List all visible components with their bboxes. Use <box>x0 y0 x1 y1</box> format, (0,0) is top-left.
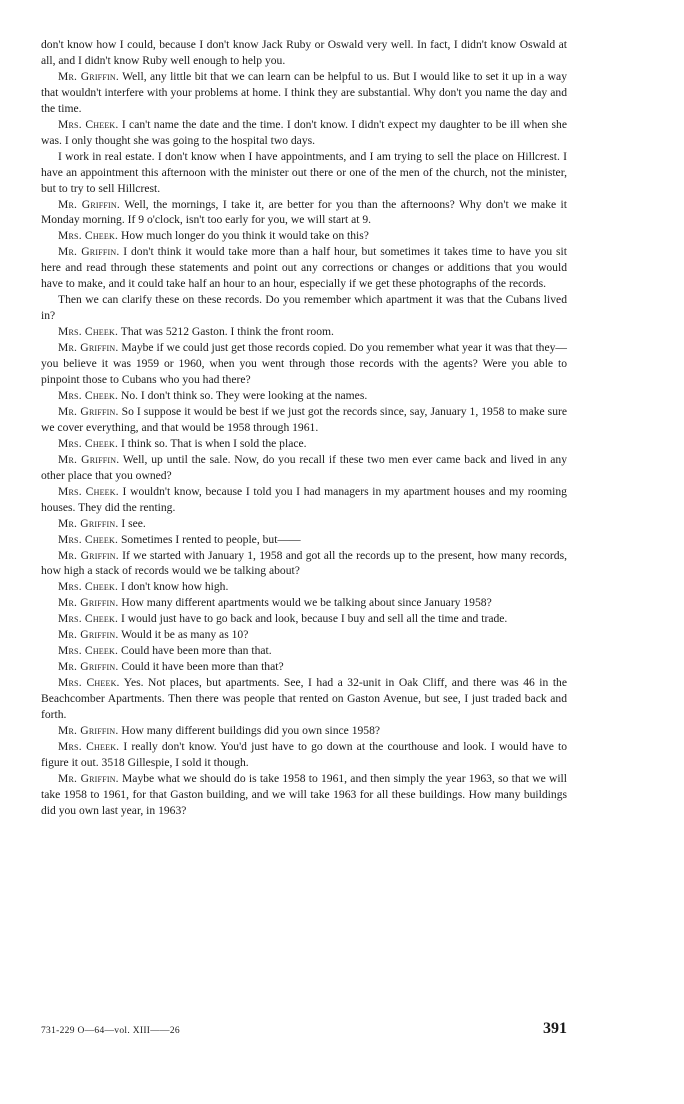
paragraph-text: Maybe what we should do is take 1958 to 1961, and then simply the year 1963, so that we will take 1958 to 1961, for that Gaston building, and we will take 1963 for all these buildings. How many buildings did you own last year, in 1963? <box>41 771 568 817</box>
paragraph-text: I don't think it would take more than a half hour, but sometimes it takes time to have you sit here and read through these statements and point out any corrections or changes or additions that you would have to make, and it could take half an hour to an hour, especially if we get these photographs of the records. <box>41 245 567 291</box>
paragraph-text: That was 5212 Gaston. I think the front room. <box>118 325 334 339</box>
speaker-name: Mr. Griffin. <box>58 245 120 259</box>
paragraph <box>41 324 567 340</box>
speaker-name: Mr. Griffin. <box>58 197 120 211</box>
paragraph-text: Could have been more than that. <box>118 644 272 658</box>
speaker-name: Mr. Griffin. <box>58 548 119 562</box>
speaker-name: Mr. Griffin. <box>58 660 119 674</box>
paragraph-text: Well, the mornings, I take it, are better for you than the afternoons? Why don't we make it Monday morning. If 9 o'clock, isn't too early for you, we will start at 9. <box>41 197 568 227</box>
paragraph <box>41 579 567 595</box>
paragraph-text: Would it be as many as 10? <box>118 628 249 642</box>
paragraph-text: I don't know how high. <box>118 580 229 594</box>
paragraph-text: I would just have to go back and look, because I buy and sell all the time and trade. <box>118 612 508 626</box>
paragraph-text: I can't name the date and the time. I don't know. I didn't expect my daughter to be ill when she was. I only thought she was going to the hospital two days. <box>41 117 567 147</box>
paragraph-text: How many different buildings did you own since 1958? <box>118 723 381 737</box>
speaker-name: Mrs. Cheek. <box>58 612 119 626</box>
paragraph-text: Maybe if we could just get those records copied. Do you remember what year it was that they—you believe it was 1959 or 1960, when you went through those records with the agents? Were you able to pinpoint those to Cubans who you had there? <box>41 341 568 387</box>
paragraph <box>41 292 567 324</box>
paragraph-text: No. I don't think so. They were looking at the names. <box>118 388 368 402</box>
speaker-name: Mrs. Cheek. <box>58 644 119 658</box>
speaker-name: Mr. Griffin. <box>58 771 119 785</box>
speaker-name: Mr. Griffin. <box>58 516 119 530</box>
speaker-name: Mrs. Cheek. <box>58 325 119 339</box>
paragraph-text: If we started with January 1, 1958 and got all the records up to the present, how many records, how high a stack of records would we be talking about? <box>41 548 567 578</box>
paragraph <box>41 675 567 723</box>
speaker-name: Mr. Griffin. <box>58 69 119 83</box>
paragraph-text: How many different apartments would we be talking about since January 1958? <box>118 596 492 610</box>
speaker-name: Mrs. Cheek. <box>58 388 119 402</box>
paragraph-text: I see. <box>118 516 146 530</box>
paragraph-text: Then we can clarify these on these records. Do you remember which apartment it was that the Cubans lived in? <box>41 293 567 323</box>
speaker-name: Mrs. Cheek. <box>58 739 120 753</box>
paragraph-text: Could it have been more than that? <box>118 660 284 674</box>
paragraph <box>41 516 567 532</box>
paragraph <box>41 228 567 244</box>
speaker-name: Mr. Griffin. <box>58 452 120 466</box>
paragraph <box>41 149 567 197</box>
paragraph <box>41 643 567 659</box>
paragraph-text: Sometimes I rented to people, but—— <box>118 532 301 546</box>
paragraph-text: I think so. That is when I sold the place. <box>118 436 307 450</box>
speaker-name: Mrs. Cheek. <box>58 436 119 450</box>
paragraph-text: don't know how I could, because I don't know Jack Ruby or Oswald very well. In fact, I didn't know Oswald at all, and I didn't know Ruby well enough to help you. <box>41 38 567 67</box>
paragraph <box>41 771 567 819</box>
paragraph-text: Well, any little bit that we can learn can be helpful to us. But I would like to set it up in a way that wouldn't interfere with your problems at home. I think they are substantial. Why don't you name the day and the time. <box>41 69 567 115</box>
speaker-name: Mrs. Cheek. <box>58 676 120 690</box>
speaker-name: Mrs. Cheek. <box>58 580 119 594</box>
paragraph <box>41 548 567 580</box>
speaker-name: Mr. Griffin. <box>58 596 119 610</box>
paragraph <box>41 404 567 436</box>
paragraph <box>41 723 567 739</box>
paragraph-text: So I suppose it would be best if we just got the records since, say, January 1, 1958 to make sure we cover everything, and that would be 1958 through 1961. <box>41 404 567 434</box>
page-number: 391 <box>543 1020 567 1037</box>
paragraph-text: I really don't know. You'd just have to go down at the courthouse and look. I would have to figure it out. 3518 Gillespie, I sold it though. <box>41 739 567 769</box>
paragraph <box>41 37 567 69</box>
speaker-name: Mr. Griffin. <box>58 723 119 737</box>
paragraph <box>41 595 567 611</box>
paragraph-text: How much longer do you think it would take on this? <box>118 229 369 243</box>
paragraph <box>41 436 567 452</box>
paragraph <box>41 69 567 117</box>
paragraph <box>41 739 567 771</box>
paragraph <box>41 659 567 675</box>
paragraph <box>41 452 567 484</box>
testimony-text <box>41 37 567 819</box>
paragraph <box>41 388 567 404</box>
paragraph-text: I wouldn't know, because I told you I had managers in my apartment houses and my rooming houses. They did the renting. <box>41 484 567 514</box>
print-code: 731-229 O—64—vol. XIII——26 <box>41 1026 180 1036</box>
speaker-name: Mr. Griffin. <box>58 341 119 355</box>
paragraph <box>41 627 567 643</box>
paragraph <box>41 340 567 388</box>
paragraph <box>41 117 567 149</box>
page-footer <box>41 1020 567 1038</box>
speaker-name: Mrs. Cheek. <box>58 484 119 498</box>
paragraph <box>41 611 567 627</box>
paragraph <box>41 484 567 516</box>
speaker-name: Mrs. Cheek. <box>58 532 119 546</box>
paragraph-text: I work in real estate. I don't know when I have appointments, and I am trying to sell the place on Hillcrest. I have an appointment this afternoon with the minister out there or one of the men of the church, not the minister, but to try to sell Hillcrest. <box>41 149 567 195</box>
paragraph-text: Well, up until the sale. Now, do you recall if these two men ever came back and lived in any other place that you owned? <box>41 452 567 482</box>
speaker-name: Mr. Griffin. <box>58 404 119 418</box>
paragraph <box>41 244 567 292</box>
paragraph <box>41 532 567 548</box>
speaker-name: Mrs. Cheek. <box>58 117 119 131</box>
speaker-name: Mrs. Cheek. <box>58 229 119 243</box>
speaker-name: Mr. Griffin. <box>58 628 119 642</box>
paragraph-text: Yes. Not places, but apartments. See, I had a 32-unit in Oak Cliff, and there was 46 in the Beachcomber Apartments. Then there was people that rented on Gaston Avenue, but see, I just traded back and forth. <box>41 676 567 722</box>
paragraph <box>41 197 567 229</box>
